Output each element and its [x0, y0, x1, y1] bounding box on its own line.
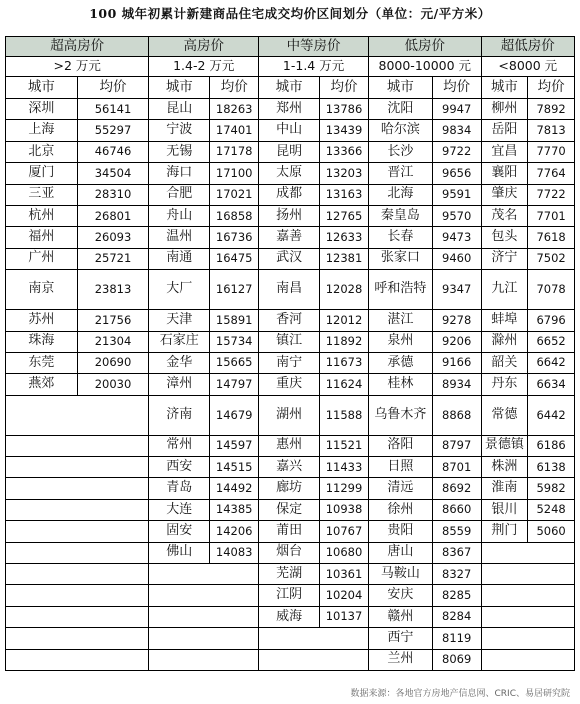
- city-cell: 成都: [259, 184, 320, 205]
- city-cell: 嘉兴: [259, 457, 320, 478]
- city-cell: 徐州: [368, 499, 432, 520]
- empty-cell: [6, 478, 149, 499]
- category-label: 高房价: [149, 37, 259, 57]
- price-cell: 8660: [432, 499, 481, 520]
- empty-cell: [481, 628, 574, 649]
- category-label: 超低房价: [481, 37, 574, 57]
- city-cell: 海口: [149, 163, 210, 184]
- price-cell: 13786: [320, 99, 369, 120]
- city-cell: 蚌埠: [481, 310, 528, 331]
- price-cell: 9278: [432, 310, 481, 331]
- city-cell: 湛江: [368, 310, 432, 331]
- city-cell: 石家庄: [149, 331, 210, 352]
- price-cell: 17021: [210, 184, 259, 205]
- city-cell: 茂名: [481, 205, 528, 226]
- column-header-city: 城市: [259, 77, 320, 99]
- price-cell: 11588: [320, 395, 369, 435]
- price-cell: 28310: [77, 184, 149, 205]
- price-cell: 8284: [432, 606, 481, 627]
- city-cell: 包头: [481, 227, 528, 248]
- city-cell: 漳州: [149, 374, 210, 395]
- price-cell: 8934: [432, 374, 481, 395]
- city-cell: 江阴: [259, 585, 320, 606]
- city-cell: 韶关: [481, 352, 528, 373]
- city-cell: 惠州: [259, 435, 320, 456]
- city-cell: 湖州: [259, 395, 320, 435]
- price-cell: 9591: [432, 184, 481, 205]
- category-range: <8000 元: [481, 57, 574, 77]
- category-label: 中等房价: [259, 37, 369, 57]
- price-cell: 9206: [432, 331, 481, 352]
- price-cell: 7770: [528, 141, 575, 162]
- column-header-price: 均价: [528, 77, 575, 99]
- city-cell: 烟台: [259, 542, 320, 563]
- column-header-price: 均价: [210, 77, 259, 99]
- city-cell: 深圳: [6, 99, 78, 120]
- price-cell: 18263: [210, 99, 259, 120]
- empty-cell: [481, 606, 574, 627]
- city-cell: 宜昌: [481, 141, 528, 162]
- price-cell: 20030: [77, 374, 149, 395]
- city-cell: 天津: [149, 310, 210, 331]
- city-cell: 威海: [259, 606, 320, 627]
- price-cell: 26093: [77, 227, 149, 248]
- city-cell: 岳阳: [481, 120, 528, 141]
- table-row: [6, 478, 575, 499]
- city-cell: 丹东: [481, 374, 528, 395]
- price-cell: 34504: [77, 163, 149, 184]
- city-cell: 保定: [259, 499, 320, 520]
- price-cell: 12012: [320, 310, 369, 331]
- city-cell: 固安: [149, 521, 210, 542]
- city-cell: 襄阳: [481, 163, 528, 184]
- price-cell: 6652: [528, 331, 575, 352]
- price-cell: 7722: [528, 184, 575, 205]
- price-cell: 9166: [432, 352, 481, 373]
- empty-cell: [149, 564, 259, 585]
- city-cell: 舟山: [149, 205, 210, 226]
- price-cell: 10361: [320, 564, 369, 585]
- city-cell: 安庆: [368, 585, 432, 606]
- empty-cell: [481, 542, 574, 563]
- city-cell: 唐山: [368, 542, 432, 563]
- city-cell: 青岛: [149, 478, 210, 499]
- price-cell: 11433: [320, 457, 369, 478]
- city-cell: 珠海: [6, 331, 78, 352]
- empty-cell: [6, 435, 149, 456]
- city-cell: 秦皇岛: [368, 205, 432, 226]
- price-cell: 16736: [210, 227, 259, 248]
- table-row: [6, 227, 575, 248]
- city-cell: 福州: [6, 227, 78, 248]
- table-row: [6, 141, 575, 162]
- price-cell: 21756: [77, 310, 149, 331]
- price-cell: 8868: [432, 395, 481, 435]
- empty-cell: [6, 542, 149, 563]
- table-row: [6, 542, 575, 563]
- column-header-city: 城市: [149, 77, 210, 99]
- city-cell: 芜湖: [259, 564, 320, 585]
- price-cell: 8069: [432, 649, 481, 670]
- city-cell: 马鞍山: [368, 564, 432, 585]
- price-cell: 21304: [77, 331, 149, 352]
- column-header-city: 城市: [6, 77, 78, 99]
- city-cell: 大厂: [149, 270, 210, 310]
- price-cell: 23813: [77, 270, 149, 310]
- city-cell: 上海: [6, 120, 78, 141]
- city-cell: 济南: [149, 395, 210, 435]
- price-cell: 14797: [210, 374, 259, 395]
- price-cell: 17100: [210, 163, 259, 184]
- city-cell: 株洲: [481, 457, 528, 478]
- price-cell: 6442: [528, 395, 575, 435]
- city-cell: 镇江: [259, 331, 320, 352]
- price-cell: 9570: [432, 205, 481, 226]
- category-range: 1-1.4 万元: [259, 57, 369, 77]
- price-cell: 9347: [432, 270, 481, 310]
- price-cell: 14385: [210, 499, 259, 520]
- price-cell: 12633: [320, 227, 369, 248]
- city-cell: 沈阳: [368, 99, 432, 120]
- table-row: [6, 331, 575, 352]
- empty-cell: [6, 395, 149, 435]
- price-cell: 9473: [432, 227, 481, 248]
- price-cell: 15891: [210, 310, 259, 331]
- price-cell: 15734: [210, 331, 259, 352]
- price-cell: 7892: [528, 99, 575, 120]
- city-cell: 无锡: [149, 141, 210, 162]
- empty-cell: [149, 628, 259, 649]
- price-cell: 9656: [432, 163, 481, 184]
- category-range: 1.4-2 万元: [149, 57, 259, 77]
- city-cell: 张家口: [368, 248, 432, 269]
- city-cell: 北海: [368, 184, 432, 205]
- table-row: [6, 499, 575, 520]
- city-cell: 金华: [149, 352, 210, 373]
- price-cell: 25721: [77, 248, 149, 269]
- city-cell: 滁州: [481, 331, 528, 352]
- city-cell: 莆田: [259, 521, 320, 542]
- price-range-table: [5, 36, 575, 671]
- column-header-price: 均价: [320, 77, 369, 99]
- table-row: [6, 205, 575, 226]
- price-cell: 7618: [528, 227, 575, 248]
- price-cell: 7764: [528, 163, 575, 184]
- price-cell: 9460: [432, 248, 481, 269]
- empty-cell: [6, 628, 149, 649]
- price-cell: 16858: [210, 205, 259, 226]
- price-cell: 10938: [320, 499, 369, 520]
- city-cell: 赣州: [368, 606, 432, 627]
- empty-cell: [6, 649, 149, 670]
- price-cell: 12381: [320, 248, 369, 269]
- price-cell: 5248: [528, 499, 575, 520]
- price-cell: 8285: [432, 585, 481, 606]
- price-cell: 17401: [210, 120, 259, 141]
- table-row: [6, 163, 575, 184]
- price-cell: 14679: [210, 395, 259, 435]
- city-cell: 合肥: [149, 184, 210, 205]
- city-cell: 宁波: [149, 120, 210, 141]
- table-row: [6, 457, 575, 478]
- price-cell: 8797: [432, 435, 481, 456]
- city-cell: 南通: [149, 248, 210, 269]
- price-cell: 12765: [320, 205, 369, 226]
- price-cell: 8692: [432, 478, 481, 499]
- price-cell: 13366: [320, 141, 369, 162]
- city-cell: 北京: [6, 141, 78, 162]
- price-cell: 7701: [528, 205, 575, 226]
- price-cell: 13439: [320, 120, 369, 141]
- price-cell: 6796: [528, 310, 575, 331]
- city-cell: 乌鲁木齐: [368, 395, 432, 435]
- city-cell: 香河: [259, 310, 320, 331]
- empty-cell: [6, 457, 149, 478]
- table-row: [6, 99, 575, 120]
- price-cell: 7502: [528, 248, 575, 269]
- city-cell: 哈尔滨: [368, 120, 432, 141]
- city-cell: 荆门: [481, 521, 528, 542]
- city-cell: 柳州: [481, 99, 528, 120]
- city-cell: 南京: [6, 270, 78, 310]
- table-row: [6, 270, 575, 310]
- table-row: [6, 120, 575, 141]
- price-cell: 13203: [320, 163, 369, 184]
- city-cell: 温州: [149, 227, 210, 248]
- city-cell: 贵阳: [368, 521, 432, 542]
- empty-cell: [481, 585, 574, 606]
- city-cell: 西安: [149, 457, 210, 478]
- city-cell: 南宁: [259, 352, 320, 373]
- price-cell: 6186: [528, 435, 575, 456]
- city-cell: 承德: [368, 352, 432, 373]
- table-row: [6, 248, 575, 269]
- empty-cell: [6, 564, 149, 585]
- price-cell: 14206: [210, 521, 259, 542]
- city-cell: 淮南: [481, 478, 528, 499]
- empty-cell: [6, 499, 149, 520]
- city-cell: 清远: [368, 478, 432, 499]
- price-cell: 15665: [210, 352, 259, 373]
- price-cell: 14492: [210, 478, 259, 499]
- data-source: 数据来源：各地官方房地产信息网、CRIC、易居研究院: [350, 689, 570, 699]
- city-cell: 广州: [6, 248, 78, 269]
- price-cell: 10767: [320, 521, 369, 542]
- table-row: [6, 374, 575, 395]
- price-cell: 11673: [320, 352, 369, 373]
- empty-cell: [149, 585, 259, 606]
- city-cell: 常州: [149, 435, 210, 456]
- city-cell: 郑州: [259, 99, 320, 120]
- city-cell: 南昌: [259, 270, 320, 310]
- city-cell: 日照: [368, 457, 432, 478]
- table-row: [6, 628, 575, 649]
- price-cell: 8701: [432, 457, 481, 478]
- city-cell: 晋江: [368, 163, 432, 184]
- empty-cell: [149, 606, 259, 627]
- price-cell: 11892: [320, 331, 369, 352]
- price-cell: 55297: [77, 120, 149, 141]
- price-cell: 7078: [528, 270, 575, 310]
- price-cell: 16127: [210, 270, 259, 310]
- price-cell: 9947: [432, 99, 481, 120]
- price-cell: 13163: [320, 184, 369, 205]
- empty-cell: [259, 649, 369, 670]
- city-cell: 中山: [259, 120, 320, 141]
- price-cell: 56141: [77, 99, 149, 120]
- price-cell: 5060: [528, 521, 575, 542]
- empty-cell: [6, 521, 149, 542]
- price-cell: 7813: [528, 120, 575, 141]
- price-cell: 8327: [432, 564, 481, 585]
- price-cell: 16475: [210, 248, 259, 269]
- category-range: >2 万元: [6, 57, 149, 77]
- table-row: [6, 395, 575, 435]
- price-cell: 12028: [320, 270, 369, 310]
- city-cell: 扬州: [259, 205, 320, 226]
- price-cell: 14083: [210, 542, 259, 563]
- price-cell: 11299: [320, 478, 369, 499]
- price-cell: 5982: [528, 478, 575, 499]
- price-cell: 20690: [77, 352, 149, 373]
- city-cell: 呼和浩特: [368, 270, 432, 310]
- city-cell: 昆山: [149, 99, 210, 120]
- city-cell: 厦门: [6, 163, 78, 184]
- city-cell: 九江: [481, 270, 528, 310]
- city-cell: 桂林: [368, 374, 432, 395]
- price-cell: 8367: [432, 542, 481, 563]
- table-row: [6, 435, 575, 456]
- price-cell: 8119: [432, 628, 481, 649]
- table-row: [6, 606, 575, 627]
- city-cell: 佛山: [149, 542, 210, 563]
- city-cell: 武汉: [259, 248, 320, 269]
- city-cell: 泉州: [368, 331, 432, 352]
- price-cell: 11521: [320, 435, 369, 456]
- price-cell: 6634: [528, 374, 575, 395]
- city-cell: 银川: [481, 499, 528, 520]
- city-cell: 东莞: [6, 352, 78, 373]
- price-cell: 9722: [432, 141, 481, 162]
- city-cell: 太原: [259, 163, 320, 184]
- empty-cell: [6, 606, 149, 627]
- column-header-price: 均价: [77, 77, 149, 99]
- city-cell: 常德: [481, 395, 528, 435]
- empty-cell: [481, 649, 574, 670]
- city-cell: 三亚: [6, 184, 78, 205]
- price-cell: 14515: [210, 457, 259, 478]
- city-cell: 长春: [368, 227, 432, 248]
- city-cell: 燕郊: [6, 374, 78, 395]
- city-cell: 重庆: [259, 374, 320, 395]
- category-range: 8000-10000 元: [368, 57, 481, 77]
- price-cell: 17178: [210, 141, 259, 162]
- city-cell: 景德镇: [481, 435, 528, 456]
- city-cell: 洛阳: [368, 435, 432, 456]
- column-header-city: 城市: [481, 77, 528, 99]
- city-cell: 大连: [149, 499, 210, 520]
- city-cell: 兰州: [368, 649, 432, 670]
- price-cell: 11624: [320, 374, 369, 395]
- empty-cell: [259, 628, 369, 649]
- table-row: [6, 649, 575, 670]
- price-cell: 14597: [210, 435, 259, 456]
- city-cell: 杭州: [6, 205, 78, 226]
- city-cell: 长沙: [368, 141, 432, 162]
- table-row: [6, 184, 575, 205]
- price-cell: 10137: [320, 606, 369, 627]
- column-header-city: 城市: [368, 77, 432, 99]
- price-cell: 8559: [432, 521, 481, 542]
- price-cell: 6642: [528, 352, 575, 373]
- city-cell: 昆明: [259, 141, 320, 162]
- table-row: [6, 521, 575, 542]
- price-cell: 26801: [77, 205, 149, 226]
- price-cell: 46746: [77, 141, 149, 162]
- empty-cell: [6, 585, 149, 606]
- table-row: [6, 310, 575, 331]
- empty-cell: [149, 649, 259, 670]
- category-label: 低房价: [368, 37, 481, 57]
- empty-cell: [481, 564, 574, 585]
- city-cell: 嘉善: [259, 227, 320, 248]
- price-cell: 10680: [320, 542, 369, 563]
- city-cell: 廊坊: [259, 478, 320, 499]
- price-cell: 10204: [320, 585, 369, 606]
- table-row: [6, 352, 575, 373]
- table-title: 100 城年初累计新建商品住宅成交均价区间划分（单位：元/平方米）: [89, 6, 491, 21]
- price-cell: 6138: [528, 457, 575, 478]
- table-row: [6, 564, 575, 585]
- table-row: [6, 585, 575, 606]
- city-cell: 苏州: [6, 310, 78, 331]
- column-header-price: 均价: [432, 77, 481, 99]
- city-cell: 肇庆: [481, 184, 528, 205]
- city-cell: 济宁: [481, 248, 528, 269]
- price-cell: 9834: [432, 120, 481, 141]
- category-label: 超高房价: [6, 37, 149, 57]
- city-cell: 西宁: [368, 628, 432, 649]
